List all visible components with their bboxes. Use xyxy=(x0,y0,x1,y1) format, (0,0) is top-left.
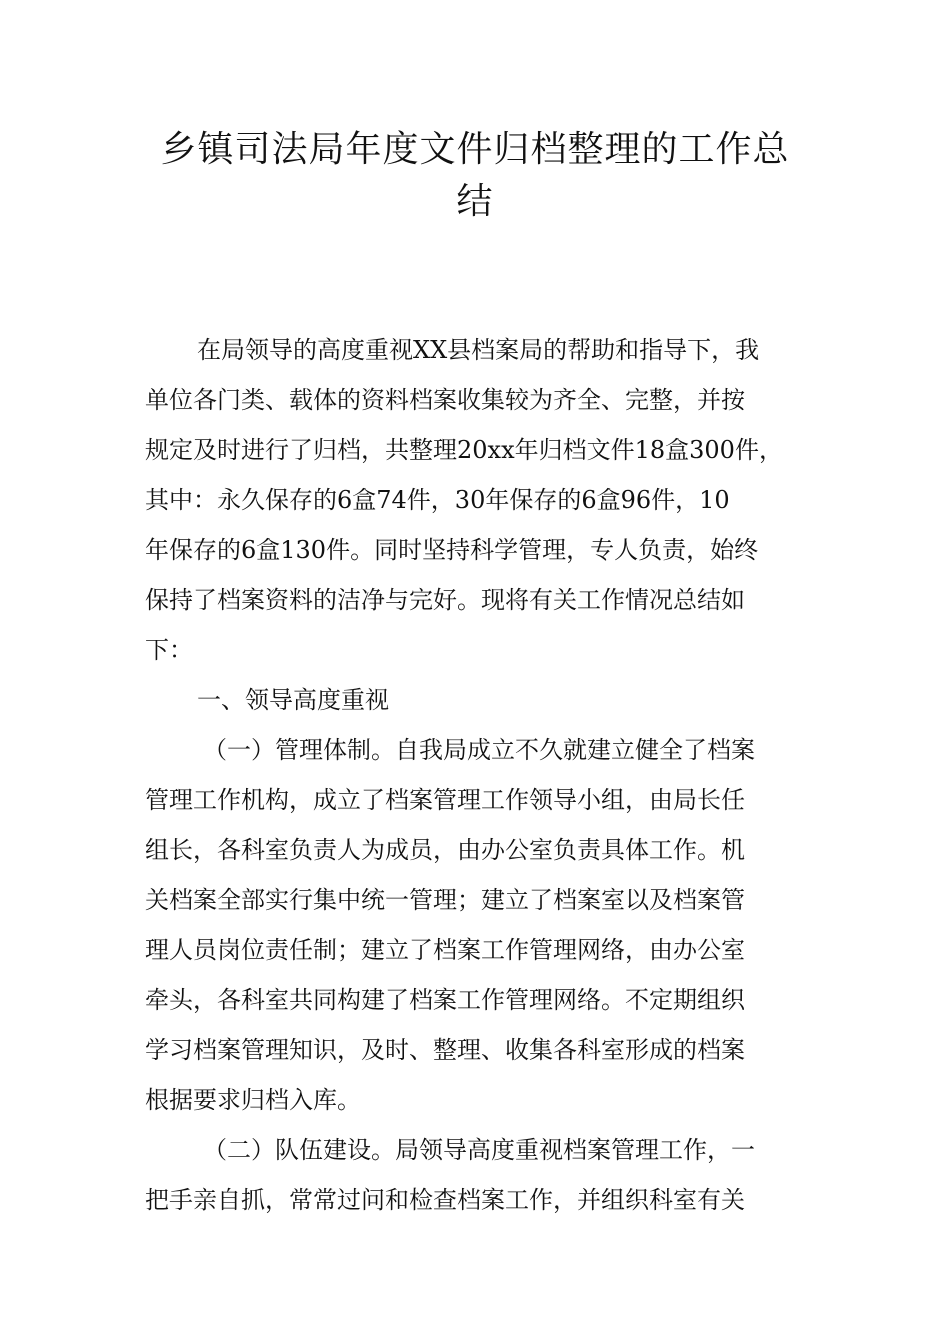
text-line: 关档案全部实行集中统一管理；建立了档案室以及档案管 xyxy=(145,886,745,914)
text-line: （二）队伍建设。局领导高度重视档案管理工作，一 xyxy=(203,1136,755,1164)
text-line: 下： xyxy=(145,636,193,664)
text-line: 在局领导的高度重视XX县档案局的帮助和指导下，我 xyxy=(197,336,760,364)
text-line: 理人员岗位责任制；建立了档案工作管理网络，由办公室 xyxy=(145,936,745,964)
paragraph-management-system xyxy=(145,725,815,1125)
text-line: 根据要求归档入库。 xyxy=(145,1086,361,1114)
text-line: 管理工作机构，成立了档案管理工作领导小组，由局长任 xyxy=(145,786,745,814)
title-line: 乡镇司法局年度文件归档整理的工作总 xyxy=(160,129,790,170)
paragraph-team-building xyxy=(145,1125,815,1225)
text-line: （一）管理体制。自我局成立不久就建立健全了档案 xyxy=(203,736,755,764)
text-line: 牵头，各科室共同构建了档案工作管理网络。不定期组织 xyxy=(145,986,745,1014)
document-body xyxy=(145,325,815,1225)
text-line: 组长，各科室负责人为成员，由办公室负责具体工作。机 xyxy=(145,836,745,864)
text-line: 年保存的6盒130件。同时坚持科学管理，专人负责，始终 xyxy=(145,536,759,564)
document-title xyxy=(120,124,830,228)
text-line: 学习档案管理知识，及时、整理、收集各科室形成的档案 xyxy=(145,1036,745,1064)
text-line: 其中：永久保存的6盒74件，30年保存的6盒96件，10 xyxy=(145,486,730,514)
text-line: 单位各门类、载体的资料档案收集较为齐全、完整，并按 xyxy=(145,386,745,414)
paragraph-intro xyxy=(145,325,815,675)
text-line: 保持了档案资料的洁净与完好。现将有关工作情况总结如 xyxy=(145,586,745,614)
heading-line: 一、领导高度重视 xyxy=(197,686,389,714)
text-line: 把手亲自抓，常常过问和检查档案工作，并组织科室有关 xyxy=(145,1186,745,1214)
text-line: 规定及时进行了归档，共整理20xx年归档文件18盒300件， xyxy=(145,436,783,464)
section-heading xyxy=(145,675,815,725)
title-line: 结 xyxy=(456,181,494,222)
